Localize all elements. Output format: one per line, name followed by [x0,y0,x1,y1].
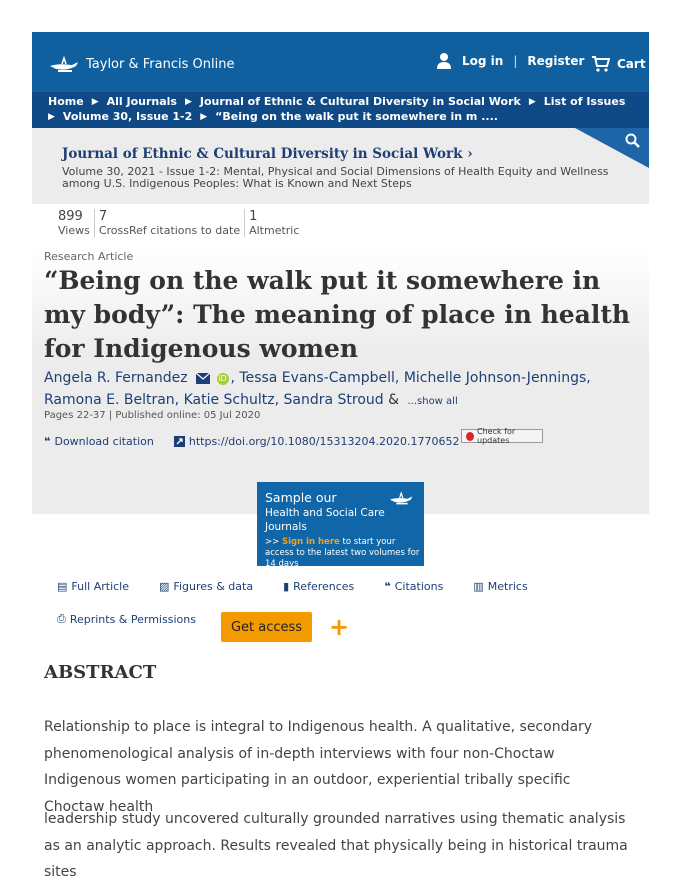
tab-label: Metrics [487,580,528,593]
reprints-row [57,612,226,626]
ad-sign-in-link[interactable]: Sign in here [281,537,340,547]
article-metrics [54,209,303,237]
ad-body-text: to start your access to the latest two volumes for 14 days [265,537,420,569]
author-name[interactable]: Michelle Johnson-Jennings, [403,370,591,386]
quote-icon: ❝ [44,435,51,448]
tab-metrics[interactable] [473,580,527,593]
breadcrumb-arrow-icon: ▶ [200,111,208,122]
breadcrumb-current: “Being on the walk put it somewhere in m .... [215,110,498,123]
get-access-button[interactable]: Get access [221,612,312,642]
reprints-label: Reprints & Permissions [69,612,196,626]
journal-title: Journal of Ethnic & Cultural Diversity in Social Work [62,146,463,162]
abstract-paragraph: Relationship to place is integral to Indigenous health. A qualitative, secondary phenomenological analysis of in-depth interviews with four non-Choctaw Indigenous women participating in an outdoor, experiential tribally specific Choctaw health [44,719,593,815]
lamp-logo-icon [388,490,416,506]
ad-heading: Sample our [265,490,337,505]
author-name[interactable]: Katie Schultz, [183,392,280,408]
metric-label: CrossRef citations to date [98,224,241,237]
journal-banner [32,128,649,204]
abstract-heading: ABSTRACT [44,662,157,683]
lamp-logo-icon [48,54,82,74]
separator: | [513,54,518,68]
download-citation-label: Download citation [54,435,154,448]
breadcrumb-arrow-icon: ▶ [48,111,55,122]
tab-references[interactable] [283,580,354,593]
image-icon: ▨ [159,580,170,593]
abstract-paragraph: leadership study uncovered culturally grounded narratives using thematic analysis as an analytic approach. Results revealed that physically being in historical trauma sites [44,811,628,880]
ad-body [265,537,424,570]
print-icon: ⎙ [57,612,66,625]
cart-link[interactable] [592,56,646,72]
site-header [32,32,649,92]
account-links [436,52,584,70]
author-name[interactable]: Angela R. Fernandez [44,370,188,386]
ad-subject: Health and Social Care Journals [265,507,385,533]
metric-crossref[interactable] [95,209,245,237]
bar-chart-icon: ▥ [473,580,484,593]
metric-altmetric[interactable] [245,209,303,237]
reprints-permissions-link[interactable] [57,612,196,626]
author-name[interactable]: Tessa Evans-Campbell, [239,370,400,386]
login-link[interactable]: Log in [462,54,504,68]
orcid-icon[interactable]: iD [218,374,227,383]
breadcrumb-list-of-issues[interactable]: List of Issues [543,95,626,108]
book-icon: ▮ [283,580,290,593]
tab-label: Citations [394,580,444,593]
show-all-authors[interactable]: ...show all [407,396,458,407]
sample-journals-ad[interactable] [257,482,424,569]
plus-icon[interactable]: + [329,613,350,641]
author-list: Angela R. Fernandez iD , Tessa Evans-Campbell, Michelle Johnson-Jennings, Ramona E. Beltran, Katie Schultz, Sandra Stroud & ...show all [44,370,591,408]
breadcrumb [32,92,649,128]
metric-views[interactable] [54,209,95,237]
author-name[interactable]: Ramona E. Beltran, [44,392,180,408]
ad-arrow: >> [265,537,280,547]
breadcrumb-arrow-icon: ▶ [91,96,99,107]
metric-label: Views [58,224,90,237]
metric-value: 1 [249,209,258,224]
breadcrumb-arrow-icon: ▶ [528,96,536,107]
breadcrumb-home[interactable]: Home [48,95,84,108]
doi-label: https://doi.org/10.1080/15313204.2020.1770652 [188,435,460,448]
document-icon: ▤ [57,580,68,593]
metric-value: 899 [58,209,83,224]
email-icon[interactable] [196,373,210,384]
article-type: Research Article [44,250,134,263]
cart-label: Cart [617,57,646,71]
tab-citations[interactable] [384,580,443,593]
download-citation-link[interactable] [44,435,154,448]
user-icon [436,52,452,70]
journal-title-link[interactable]: Journal of Ethnic & Cultural Diversity in Social Work › [62,146,473,162]
check-updates-label: Check for updates [477,427,516,445]
metric-value: 7 [98,209,108,224]
tab-label: References [293,580,355,593]
crossmark-icon [466,432,474,441]
site-logo[interactable] [48,54,234,74]
pages-published: Pages 22-37 | Published online: 05 Jul 2020 [44,410,261,421]
external-link-icon [174,436,185,447]
cart-icon [592,56,610,72]
quote-icon: ❝ [384,580,391,593]
breadcrumb-all-journals[interactable]: All Journals [106,95,177,108]
site-name: Taylor & Francis Online [86,56,235,72]
search-icon[interactable] [625,133,641,149]
tab-label: Figures & data [173,580,254,593]
doi-link[interactable] [174,435,460,448]
breadcrumb-arrow-icon: ▶ [184,96,192,107]
article-title: “Being on the walk put it somewhere in my body”: The meaning of place in health for Indigenous women [44,266,631,363]
metric-label: Altmetric [249,224,300,237]
author-name[interactable]: Sandra Stroud [283,392,384,408]
issue-subtitle: Volume 30, 2021 - Issue 1-2: Mental, Physical and Social Dimensions of Health Equity and Wellness among U.S. Indigenous Peoples: What is Known and Next Steps [62,165,609,190]
check-for-updates-button[interactable] [461,429,543,443]
breadcrumb-journal[interactable]: Journal of Ethnic & Cultural Diversity in Social Work [199,95,521,108]
tab-figures[interactable] [159,580,253,593]
tab-label: Full Article [71,580,130,593]
citation-bar [44,435,459,448]
register-link[interactable]: Register [527,54,585,68]
tab-full-article[interactable] [57,580,129,593]
article-tabs [57,580,558,593]
breadcrumb-issue[interactable]: Volume 30, Issue 1-2 [62,110,193,123]
author-ampersand: & [388,392,400,408]
